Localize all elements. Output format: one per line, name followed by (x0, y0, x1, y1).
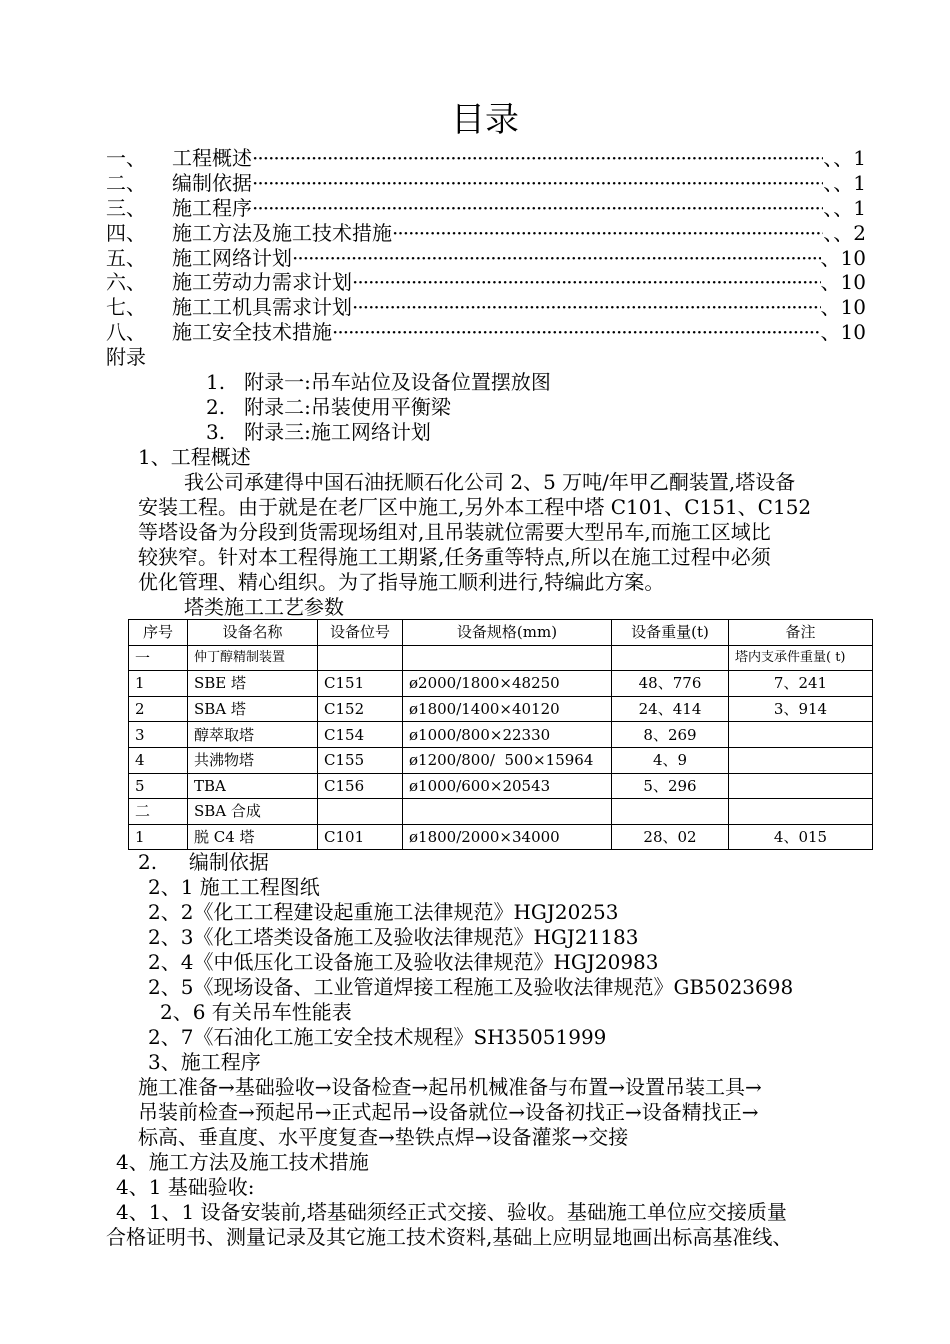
toc-leader-dots (332, 320, 821, 345)
table-caption: 塔类施工工艺参数 (184, 595, 344, 619)
toc-page: 、、1 (823, 146, 866, 170)
table-cell (729, 773, 873, 799)
toc-entry[interactable] (106, 171, 866, 196)
table-cell (729, 799, 873, 825)
table-cell (403, 799, 612, 825)
toc-entry[interactable] (106, 270, 866, 295)
table-cell: 3、914 (729, 696, 873, 722)
table-cell: C155 (318, 747, 403, 773)
table-cell: SBA 合成 (188, 799, 318, 825)
toc-leader-dots (252, 146, 823, 171)
table-cell: C101 (318, 824, 403, 850)
toc-page: 、、1 (823, 170, 866, 195)
section-heading: 3、施工程序 (148, 1050, 261, 1074)
toc-entry[interactable] (106, 246, 866, 271)
toc-page: 、、1 (823, 195, 866, 220)
toc-number: 五、 (106, 245, 146, 270)
paragraph-line: 安装工程。由于就是在老厂区中施工,另外本工程中塔 C101、C151、C152 (138, 495, 812, 519)
toc-leader-dots (392, 221, 823, 246)
toc-entry[interactable] (106, 196, 866, 221)
table-cell: 脱 C4 塔 (188, 824, 318, 850)
table-cell: 1 (129, 671, 188, 697)
table-cell: ø1000/800×22330 (403, 722, 612, 748)
paragraph-line: 等塔设备为分段到货需现场组对,且吊装就位需要大型吊车,而施工区域比 (138, 520, 771, 544)
table-header-cell: 设备规格(mm) (403, 620, 612, 646)
table-cell: 醇萃取塔 (188, 722, 318, 748)
table-cell: ø1800/2000×34000 (403, 824, 612, 850)
table-cell: TBA (188, 773, 318, 799)
toc-leader-dots (292, 246, 821, 271)
toc-title: 施工工机具需求计划 (172, 295, 352, 320)
table-cell (612, 799, 729, 825)
tower-parameters-table (128, 619, 873, 850)
reference-item: 2、5《现场设备、工业管道焊接工程施工及验收法律规范》GB5023698 (148, 975, 794, 999)
procedure-line: 施工准备→基础验收→设备检查→起吊机械准备与布置→设置吊装工具→ (138, 1075, 762, 1099)
table-cell: C154 (318, 722, 403, 748)
table-header-row (129, 620, 873, 646)
section-heading: 4、施工方法及施工技术措施 (116, 1150, 369, 1174)
table-cell: 5、296 (612, 773, 729, 799)
toc-title: 施工方法及施工技术措施 (172, 220, 392, 245)
table-cell: 共沸物塔 (188, 747, 318, 773)
appendix-item[interactable]: 1. 附录一:吊车站位及设备位置摆放图 (206, 370, 551, 394)
table-cell (403, 645, 612, 671)
toc-leader-dots (252, 171, 823, 196)
appendix-item[interactable]: 2. 附录二:吊装使用平衡梁 (206, 395, 451, 419)
reference-item: 2、1 施工工程图纸 (148, 875, 320, 899)
table-cell: 7、241 (729, 671, 873, 697)
toc-title: 工程概述 (172, 146, 252, 170)
reference-item: 2、4《中低压化工设备施工及验收法律规范》HGJ20983 (148, 950, 659, 974)
table-cell: 二 (129, 799, 188, 825)
paragraph-line: 我公司承建得中国石油抚顺石化公司 2、5 万吨/年甲乙酮装置,塔设备 (184, 470, 796, 494)
table-header-cell: 设备名称 (188, 620, 318, 646)
reference-item: 2、3《化工塔类设备施工及验收法律规范》HGJ21183 (148, 925, 639, 949)
document-title: 目录 (451, 100, 519, 140)
table-cell: 24、414 (612, 696, 729, 722)
table-cell (612, 645, 729, 671)
toc-leader-dots (352, 270, 821, 295)
table-cell: 1 (129, 824, 188, 850)
subsection-heading: 4、1 基础验收: (116, 1175, 255, 1199)
table-row (129, 645, 873, 671)
toc-page: 、10 (820, 295, 866, 320)
table-row (129, 773, 873, 799)
table-cell: C151 (318, 671, 403, 697)
toc-entry[interactable] (106, 295, 866, 320)
table-cell: 4 (129, 747, 188, 773)
appendix-item[interactable]: 3. 附录三:施工网络计划 (206, 420, 431, 444)
toc-page: 、、2 (823, 220, 866, 245)
toc-entry[interactable] (106, 221, 866, 246)
table-cell: ø2000/1800×48250 (403, 671, 612, 697)
toc-number: 四、 (106, 220, 146, 245)
toc-number: 三、 (106, 195, 146, 220)
toc-title: 施工安全技术措施 (172, 320, 332, 345)
appendix-label: 附录 (106, 345, 146, 369)
table-row (129, 671, 873, 697)
table-cell: ø1800/1400×40120 (403, 696, 612, 722)
table-header-cell: 备注 (729, 620, 873, 646)
toc-leader-dots (352, 295, 821, 320)
table-cell: 4、9 (612, 747, 729, 773)
toc-number: 七、 (106, 295, 146, 320)
toc-title: 施工网络计划 (172, 245, 292, 270)
toc-page: 、10 (820, 245, 866, 270)
procedure-line: 吊装前检查→预起吊→正式起吊→设备就位→设备初找正→设备精找正→ (138, 1100, 759, 1124)
table-cell: 仲丁醇精制装置 (188, 645, 318, 671)
table-cell: 4、015 (729, 824, 873, 850)
table-cell: 塔内支承件重量( t) (729, 645, 873, 671)
table-cell: C152 (318, 696, 403, 722)
reference-item: 2、7《石油化工施工安全技术规程》SH35051999 (148, 1025, 607, 1049)
toc-number: 二、 (106, 170, 146, 195)
table-row (129, 696, 873, 722)
table-header-cell: 设备位号 (318, 620, 403, 646)
table-header-cell: 设备重量(t) (612, 620, 729, 646)
table-of-contents (106, 146, 866, 345)
toc-title: 施工程序 (172, 195, 252, 220)
toc-title: 编制依据 (172, 170, 252, 195)
table-cell: 48、776 (612, 671, 729, 697)
reference-item: 2、2《化工工程建设起重施工法律规范》HGJ20253 (148, 900, 619, 924)
toc-number: 六、 (106, 270, 146, 295)
section-heading: 1、工程概述 (138, 445, 251, 469)
table-cell: ø1000/600×20543 (403, 773, 612, 799)
paragraph-line: 优化管理、精心组织。为了指导施工顺利进行,特编此方案。 (138, 570, 665, 594)
toc-page: 、10 (820, 320, 866, 345)
table-cell: 5 (129, 773, 188, 799)
table-cell: 28、02 (612, 824, 729, 850)
table-row (129, 722, 873, 748)
table-cell: ø1200/800/ 500×15964 (403, 747, 612, 773)
table-header-cell: 序号 (129, 620, 188, 646)
table-cell: C156 (318, 773, 403, 799)
table-row (129, 799, 873, 825)
table-cell (318, 799, 403, 825)
table-cell: SBE 塔 (188, 671, 318, 697)
table-row (129, 747, 873, 773)
table-cell: 2 (129, 696, 188, 722)
procedure-line: 标高、垂直度、水平度复查→垫铁点焊→设备灌浆→交接 (138, 1125, 629, 1149)
toc-entry[interactable] (106, 320, 866, 345)
toc-title: 施工劳动力需求计划 (172, 270, 352, 295)
toc-number: 八、 (106, 320, 146, 345)
table-cell (729, 747, 873, 773)
toc-leader-dots (252, 196, 823, 221)
table-cell (318, 645, 403, 671)
table-cell (729, 722, 873, 748)
toc-number: 一、 (106, 146, 146, 170)
table-cell: SBA 塔 (188, 696, 318, 722)
table-row (129, 824, 873, 850)
reference-item: 2、6 有关吊车性能表 (160, 1000, 352, 1024)
table-cell: 8、269 (612, 722, 729, 748)
table-cell: 3 (129, 722, 188, 748)
paragraph-line: 4、1、1 设备安装前,塔基础须经正式交接、验收。基础施工单位应交接质量 (116, 1200, 787, 1224)
section-heading: 2. 编制依据 (138, 850, 269, 874)
table-cell: 一 (129, 645, 188, 671)
paragraph-line: 较狭窄。针对本工程得施工工期紧,任务重等特点,所以在施工过程中必须 (138, 545, 771, 569)
toc-page: 、10 (820, 270, 866, 295)
paragraph-line: 合格证明书、测量记录及其它施工技术资料,基础上应明显地画出标高基准线、 (106, 1225, 793, 1249)
toc-entry[interactable] (106, 146, 866, 171)
